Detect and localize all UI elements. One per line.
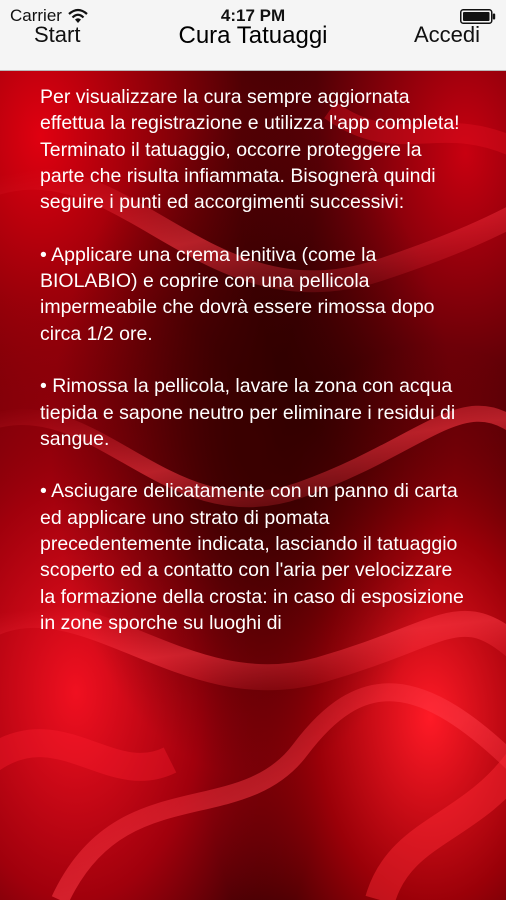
- navigation-bar: [0, 20, 506, 70]
- intro-paragraph: Per visualizzare la cura sempre aggiornata effettua la registrazione e utilizza l'app completa!: [40, 86, 460, 135]
- intro-instructions-paragraph: Terminato il tatuaggio, occorre proteggere la parte che risulta infiammata. Bisognerà quindi seguire i punti ed accorgimenti successivi:: [40, 138, 436, 214]
- step-wash-paragraph: • Rimossa la pellicola, lavare la zona con acqua tiepida e sapone neutro per eliminare i residui di sangue.: [40, 375, 456, 450]
- step-cream-paragraph: • Applicare una crema lenitiva (come la BIOLABIO) e coprire con una pellicola impermeabile che dovrà essere rimossa dopo circa 1/2 ore.: [40, 243, 435, 345]
- care-instructions-text[interactable]: [40, 84, 466, 711]
- start-button[interactable]: Start: [34, 22, 81, 47]
- top-bar: [0, 0, 506, 71]
- carrier-label: Carrier: [10, 6, 62, 25]
- page-title: Cura Tatuaggi: [178, 22, 328, 49]
- accedi-button[interactable]: Accedi: [413, 22, 480, 47]
- status-time: 4:17 PM: [220, 6, 286, 25]
- step-dry-paragraph: • Asciugare delicatamente con un panno di carta ed applicare uno strato di pomata precedentemente indicata, lasciando il tatuaggio scoperto ed a contatto con l'aria per velocizzare la formazione della crosta: in caso di esposizione in zone sporche su luoghi di: [40, 480, 464, 634]
